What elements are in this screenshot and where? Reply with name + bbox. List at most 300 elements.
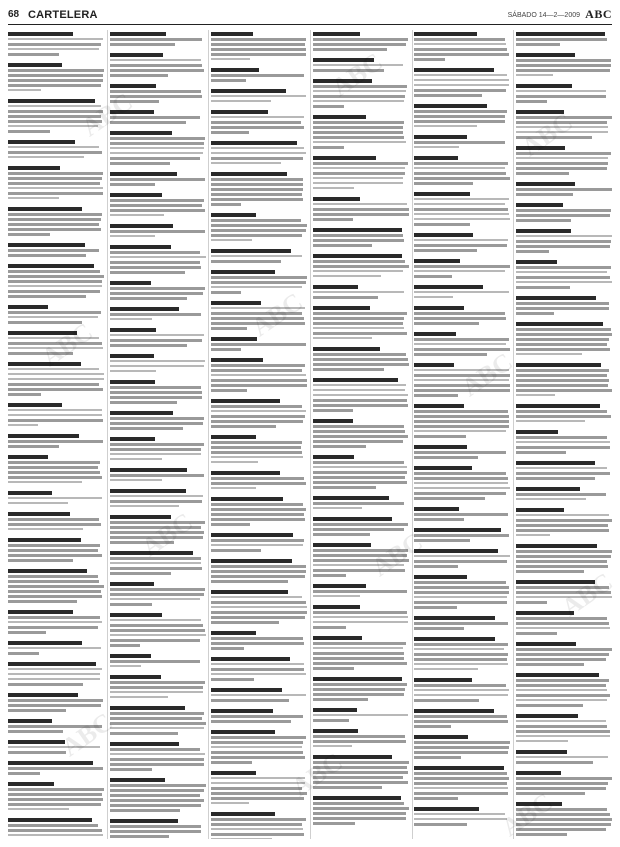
entry-text-line xyxy=(211,621,279,624)
entry-title-line xyxy=(313,455,354,459)
entry-text-line xyxy=(110,116,200,119)
entry-text-line xyxy=(211,74,304,77)
entry-text-line xyxy=(211,219,301,222)
entry-text-line xyxy=(8,788,104,791)
entry-text-line xyxy=(110,183,155,186)
page-number: 68 xyxy=(8,9,20,20)
entry-text-line xyxy=(8,43,101,46)
entry-text-line xyxy=(414,653,508,656)
entry-text-line xyxy=(313,683,407,686)
entry-text-line xyxy=(414,384,510,387)
entry-text-line xyxy=(8,678,100,680)
entry-text-line xyxy=(516,828,606,831)
entry-title-line xyxy=(8,818,92,822)
entry-text-line xyxy=(516,312,554,315)
entry-text-line xyxy=(8,767,103,770)
entry-text-line xyxy=(8,223,99,226)
entry-title-line xyxy=(110,245,172,249)
entry-text-line xyxy=(211,255,302,257)
entry-text-line xyxy=(516,64,611,67)
entry-text-line xyxy=(414,751,508,754)
entry-text-line xyxy=(211,647,243,650)
entry-title-line xyxy=(8,63,62,67)
entry-text-line xyxy=(110,157,200,160)
entry-title-line xyxy=(313,543,371,547)
entry-text-line xyxy=(414,451,506,454)
entry-title-line xyxy=(414,637,495,641)
entry-text-line xyxy=(313,466,408,468)
entry-text-line xyxy=(516,498,586,500)
entry-text-line xyxy=(414,322,479,325)
entry-title-line xyxy=(110,84,156,88)
entry-text-line xyxy=(8,803,101,806)
entry-text-line xyxy=(211,575,305,578)
entry-text-line xyxy=(313,445,366,448)
entry-title-line xyxy=(516,110,564,114)
entry-text-line xyxy=(313,461,404,464)
entry-text-line xyxy=(313,652,404,655)
entry-text-line xyxy=(414,120,504,123)
entry-text-line xyxy=(110,69,204,72)
entry-text-line xyxy=(8,647,101,649)
entry-text-line xyxy=(516,266,611,269)
entry-text-line xyxy=(313,616,408,618)
entry-title-line xyxy=(8,569,87,573)
entry-text-line xyxy=(8,342,102,345)
page-header xyxy=(8,8,612,25)
entry-text-line xyxy=(516,601,547,604)
entry-text-line xyxy=(8,79,103,82)
entry-text-line xyxy=(110,500,203,503)
entry-text-line xyxy=(516,740,568,742)
entry-title-line xyxy=(110,224,173,228)
entry-text-line xyxy=(516,761,593,764)
entry-text-line xyxy=(110,758,204,761)
entry-text-line xyxy=(8,105,101,107)
entry-text-line xyxy=(313,234,404,237)
entry-text-line xyxy=(110,100,159,103)
entry-text-line xyxy=(414,487,510,489)
entry-text-line xyxy=(8,554,102,557)
entry-text-line xyxy=(211,616,305,619)
entry-text-line xyxy=(110,256,206,258)
entry-text-line xyxy=(414,415,508,418)
entry-text-line xyxy=(110,422,203,425)
entry-title-line xyxy=(414,192,470,196)
entry-title-line xyxy=(110,468,188,472)
entry-text-line xyxy=(110,799,205,802)
entry-text-line xyxy=(414,627,464,630)
entry-text-line xyxy=(313,569,405,572)
entry-text-line xyxy=(414,663,508,665)
entry-text-line xyxy=(414,420,508,423)
entry-text-line xyxy=(516,524,608,527)
entry-text-line xyxy=(8,580,99,583)
entry-title-line xyxy=(211,213,256,217)
entry-text-line xyxy=(8,409,102,411)
entry-text-line xyxy=(8,38,103,40)
entry-text-line xyxy=(414,518,463,521)
entry-text-line xyxy=(516,782,608,785)
entry-text-line xyxy=(313,435,408,438)
entry-text-line xyxy=(211,131,248,134)
entry-title-line xyxy=(313,115,366,119)
entry-text-line xyxy=(414,79,509,81)
entry-title-line xyxy=(516,642,576,646)
entry-text-line xyxy=(313,332,408,335)
entry-title-line xyxy=(211,709,273,713)
entry-text-line xyxy=(516,653,609,656)
entry-title-line xyxy=(8,512,70,516)
entry-text-line xyxy=(313,384,406,386)
entry-text-line xyxy=(414,456,478,459)
entry-text-line xyxy=(516,756,608,758)
entry-text-line xyxy=(414,338,509,341)
entry-text-line xyxy=(211,761,252,764)
entry-title-line xyxy=(211,249,291,253)
entry-text-line xyxy=(414,74,506,76)
entry-text-line xyxy=(414,208,508,211)
listing-columns xyxy=(8,30,612,839)
entry-title-line xyxy=(313,584,367,588)
entry-text-line xyxy=(313,817,406,820)
entry-text-line xyxy=(516,777,612,780)
entry-text-line xyxy=(414,596,507,598)
entry-text-line xyxy=(8,130,50,133)
entry-text-line xyxy=(414,792,508,795)
entry-text-line xyxy=(211,276,306,279)
entry-text-line xyxy=(8,187,103,189)
entry-text-line xyxy=(414,565,458,568)
entry-text-line xyxy=(8,146,99,148)
entry-text-line xyxy=(313,440,404,443)
entry-title-line xyxy=(313,677,402,681)
entry-text-line xyxy=(8,585,104,588)
entry-text-line xyxy=(313,177,403,179)
entry-text-line xyxy=(8,120,102,123)
entry-text-line xyxy=(8,69,104,72)
entry-text-line xyxy=(414,782,507,785)
entry-text-line xyxy=(313,502,404,505)
entry-text-line xyxy=(414,472,506,475)
entry-text-line xyxy=(211,539,304,542)
entry-text-line xyxy=(211,229,305,232)
entry-text-line xyxy=(211,425,276,428)
entry-title-line xyxy=(8,32,73,36)
entry-title-line xyxy=(516,461,595,465)
entry-text-line xyxy=(516,725,607,728)
entry-text-line xyxy=(414,813,505,815)
entry-text-line xyxy=(211,198,303,201)
entry-text-line xyxy=(414,668,477,670)
entry-text-line xyxy=(211,823,301,826)
entry-text-line xyxy=(211,699,289,702)
entry-text-line xyxy=(211,838,271,839)
entry-text-line xyxy=(313,564,404,566)
entry-text-line xyxy=(414,772,506,775)
entry-text-line xyxy=(211,307,305,309)
entry-text-line xyxy=(8,725,102,728)
listing-column xyxy=(8,30,104,839)
entry-text-line xyxy=(211,751,303,754)
entry-text-line xyxy=(414,125,476,127)
entry-title-line xyxy=(211,631,256,635)
entry-text-line xyxy=(313,486,376,489)
entry-text-line xyxy=(414,497,484,500)
entry-text-line xyxy=(8,285,102,287)
entry-text-line xyxy=(516,808,607,811)
entry-title-line xyxy=(516,544,597,548)
entry-text-line xyxy=(211,126,304,129)
entry-text-line xyxy=(414,317,506,320)
entry-text-line xyxy=(8,419,103,422)
entry-text-line xyxy=(110,830,202,833)
entry-text-line xyxy=(110,292,204,295)
entry-text-line xyxy=(516,271,607,273)
entry-text-line xyxy=(8,699,103,702)
entry-text-line xyxy=(211,736,306,739)
entry-text-line xyxy=(110,235,155,237)
entry-text-line xyxy=(313,574,346,577)
abc-watermark: ABC xyxy=(56,706,118,763)
entry-text-line xyxy=(313,394,409,396)
entry-text-line xyxy=(211,523,250,526)
entry-text-line xyxy=(211,327,247,330)
issue-date: SÁBADO 14—2—2009 xyxy=(507,12,580,19)
entry-title-line xyxy=(414,306,464,310)
entry-text-line xyxy=(8,829,102,832)
entry-title-line xyxy=(313,708,357,712)
listing-column xyxy=(211,30,307,839)
entry-text-line xyxy=(516,74,553,76)
entry-text-line xyxy=(414,198,508,200)
entry-text-line xyxy=(8,249,99,252)
entry-text-line xyxy=(414,715,506,718)
entry-text-line xyxy=(8,824,98,827)
entry-text-line xyxy=(211,348,241,351)
entry-text-line xyxy=(211,389,247,392)
entry-text-line xyxy=(211,203,241,206)
entry-text-line xyxy=(8,295,86,298)
entry-text-line xyxy=(110,825,201,828)
entry-text-line xyxy=(516,131,608,133)
entry-title-line xyxy=(211,337,257,341)
entry-text-line xyxy=(313,409,353,412)
entry-text-line xyxy=(414,746,508,749)
entry-text-line xyxy=(313,781,408,784)
entry-text-line xyxy=(8,528,83,530)
entry-title-line xyxy=(313,796,401,800)
entry-text-line xyxy=(8,523,101,526)
entry-text-line xyxy=(211,95,306,97)
entry-title-line xyxy=(211,399,280,403)
entry-text-line xyxy=(110,386,201,389)
entry-title-line xyxy=(414,466,472,470)
entry-text-line xyxy=(8,383,99,386)
entry-text-line xyxy=(110,619,202,621)
entry-text-line xyxy=(8,730,63,733)
entry-text-line xyxy=(313,270,403,272)
entry-text-line xyxy=(211,544,302,546)
entry-text-line xyxy=(414,249,477,252)
entry-text-line xyxy=(313,203,407,205)
entry-text-line xyxy=(313,260,406,263)
entry-text-line xyxy=(313,327,405,329)
entry-text-line xyxy=(110,266,201,269)
entry-text-line xyxy=(8,156,84,158)
entry-text-line xyxy=(211,441,301,444)
entry-text-line xyxy=(313,90,406,92)
entry-text-line xyxy=(516,209,611,212)
entry-text-line xyxy=(8,424,38,426)
entry-text-line xyxy=(516,451,566,454)
listing-column xyxy=(516,30,612,839)
entry-text-line xyxy=(211,420,302,423)
entry-text-line xyxy=(414,591,509,594)
entry-text-line xyxy=(516,219,571,222)
entry-text-line xyxy=(211,193,302,196)
entry-text-line xyxy=(110,593,205,596)
entry-title-line xyxy=(110,193,162,197)
entry-text-line xyxy=(516,663,584,666)
abc-watermark: ABC xyxy=(326,46,388,103)
entry-text-line xyxy=(516,415,611,418)
entry-title-line xyxy=(8,243,85,247)
entry-text-line xyxy=(313,322,403,325)
entry-text-line xyxy=(8,337,99,339)
entry-text-line xyxy=(211,147,304,149)
entry-title-line xyxy=(110,489,186,493)
entry-text-line xyxy=(211,53,305,56)
entry-text-line xyxy=(313,740,406,743)
entry-text-line xyxy=(313,822,355,825)
column-rule xyxy=(412,30,413,839)
entry-title-line xyxy=(211,471,280,475)
entry-title-line xyxy=(8,761,93,765)
entry-text-line xyxy=(211,637,303,640)
entry-title-line xyxy=(110,53,164,57)
entry-text-line xyxy=(414,513,508,516)
entry-text-line xyxy=(110,334,204,336)
entry-text-line xyxy=(211,673,306,675)
entry-text-line xyxy=(414,797,457,800)
entry-text-line xyxy=(516,307,609,310)
entry-text-line xyxy=(8,709,66,712)
entry-title-line xyxy=(211,435,256,439)
entry-title-line xyxy=(313,636,362,640)
entry-text-line xyxy=(414,694,507,696)
entry-text-line xyxy=(110,495,203,497)
entry-text-line xyxy=(211,596,302,598)
entry-text-line xyxy=(414,823,466,826)
entry-text-line xyxy=(110,147,205,149)
entry-text-line xyxy=(110,562,201,564)
entry-title-line xyxy=(211,657,289,661)
entry-text-line xyxy=(414,94,481,97)
entry-text-line xyxy=(211,777,305,779)
entry-title-line xyxy=(211,688,282,692)
entry-text-line xyxy=(8,84,101,87)
entry-text-line xyxy=(8,595,102,598)
entry-text-line xyxy=(516,43,560,46)
entry-title-line xyxy=(8,362,81,366)
entry-text-line xyxy=(8,414,102,416)
entry-text-line xyxy=(414,239,507,241)
entry-text-line xyxy=(516,627,610,629)
entry-title-line xyxy=(211,497,283,501)
entry-text-line xyxy=(414,146,459,148)
entry-text-line xyxy=(516,586,609,589)
entry-text-line xyxy=(110,763,204,766)
entry-text-line xyxy=(8,704,101,707)
entry-text-line xyxy=(211,720,290,723)
entry-text-line xyxy=(516,250,549,253)
entry-text-line xyxy=(516,467,607,469)
entry-text-line xyxy=(110,360,205,362)
entry-text-line xyxy=(211,663,304,665)
entry-text-line xyxy=(414,43,505,45)
entry-text-line xyxy=(414,430,506,432)
entry-text-line xyxy=(313,719,349,722)
entry-text-line xyxy=(110,712,204,715)
entry-text-line xyxy=(414,606,456,609)
entry-text-line xyxy=(8,311,101,314)
entry-text-line xyxy=(211,281,306,284)
entry-text-line xyxy=(8,316,98,318)
entry-text-line xyxy=(211,291,241,294)
entry-text-line xyxy=(211,503,303,506)
entry-title-line xyxy=(414,807,478,811)
entry-text-line xyxy=(516,529,609,532)
entry-title-line xyxy=(211,89,285,93)
entry-text-line xyxy=(8,751,66,754)
abc-watermark: ABC xyxy=(286,746,348,803)
entry-text-line xyxy=(516,591,611,594)
entry-text-line xyxy=(110,598,200,600)
entry-text-line xyxy=(516,684,606,687)
entry-text-line xyxy=(313,667,354,670)
entry-title-line xyxy=(8,305,48,309)
entry-text-line xyxy=(8,89,41,91)
entry-text-line xyxy=(211,157,303,160)
entry-title-line xyxy=(211,358,262,362)
entry-text-line xyxy=(516,622,609,625)
entry-text-line xyxy=(8,228,101,231)
entry-text-line xyxy=(414,312,504,315)
entry-text-line xyxy=(8,368,99,370)
entry-title-line xyxy=(414,549,498,553)
entry-text-line xyxy=(516,276,610,279)
entry-text-line xyxy=(313,714,409,716)
listing-column xyxy=(313,30,409,839)
entry-text-line xyxy=(313,807,409,810)
entry-text-line xyxy=(516,477,595,480)
entry-title-line xyxy=(8,740,65,744)
entry-text-line xyxy=(414,581,506,584)
entry-title-line xyxy=(414,156,457,160)
entry-text-line xyxy=(8,280,102,283)
entry-text-line xyxy=(8,518,99,521)
entry-text-line xyxy=(110,401,177,404)
entry-text-line xyxy=(516,596,612,598)
entry-text-line xyxy=(211,116,303,118)
entry-text-line xyxy=(8,48,99,50)
entry-title-line xyxy=(8,264,94,268)
entry-text-line xyxy=(516,235,612,237)
entry-text-line xyxy=(8,74,103,77)
entry-text-line xyxy=(211,565,305,568)
entry-text-line xyxy=(8,393,41,396)
